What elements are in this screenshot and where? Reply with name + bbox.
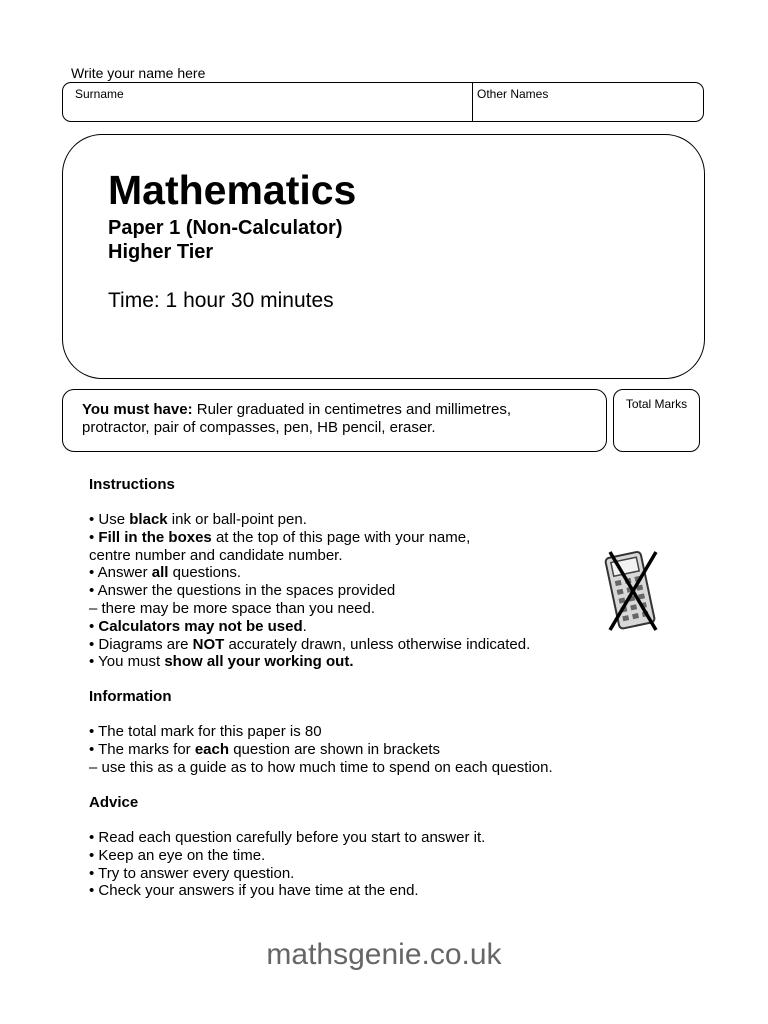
paper-name: Paper 1 (Non-Calculator) <box>108 217 343 239</box>
no-calculator-icon <box>600 548 662 632</box>
other-names-field[interactable]: Other Names <box>477 87 549 101</box>
paper-subtitle <box>108 216 342 264</box>
list-item: • The marks for each question are shown in brackets <box>89 740 440 758</box>
surname-field[interactable]: Surname <box>75 87 124 101</box>
advice-list <box>89 829 485 900</box>
list-item: • Use black ink or ball-point pen. <box>89 511 307 528</box>
list-item: • The total mark for this paper is 80 <box>89 723 322 740</box>
website-footer: mathsgenie.co.uk <box>266 938 502 971</box>
total-marks-label: Total Marks <box>625 397 688 411</box>
requirements-label: You must have: <box>82 401 193 418</box>
list-item: • Diagrams are NOT accurately drawn, unless otherwise indicated. <box>89 635 531 653</box>
write-name-label: Write your name here <box>71 65 206 81</box>
information-heading: Information <box>89 688 172 705</box>
tier-name: Higher Tier <box>108 241 214 263</box>
list-item: • Keep an eye on the time. <box>89 846 266 864</box>
list-item: • You must show all your working out. <box>89 653 354 671</box>
requirements-line-1: Ruler graduated in centimetres and millimetres, <box>192 401 512 418</box>
name-divider <box>472 83 473 121</box>
time-allowed: Time: 1 hour 30 minutes <box>108 289 334 312</box>
instructions-heading: Instructions <box>89 476 175 493</box>
list-item: • Calculators may not be used. <box>89 617 307 635</box>
requirements-line-2: protractor, pair of compasses, pen, HB pencil, eraser. <box>82 419 436 436</box>
total-marks-box <box>613 389 700 452</box>
requirements-box <box>62 389 607 452</box>
list-item-continued: centre number and candidate number. <box>89 546 343 564</box>
advice-heading: Advice <box>89 794 139 811</box>
list-item: • Answer the questions in the spaces provided <box>89 582 396 600</box>
page-title: Mathematics <box>108 167 357 213</box>
list-item: • Try to answer every question. <box>89 864 295 882</box>
information-list <box>89 723 553 776</box>
list-item: • Answer all questions. <box>89 564 242 582</box>
list-item: • Fill in the boxes at the top of this page with your name, <box>89 528 471 546</box>
list-item: • Read each question carefully before you start to answer it. <box>89 829 486 846</box>
list-item: • Check your answers if you have time at the end. <box>89 882 419 900</box>
list-item-continued: – use this as a guide as to how much time to spend on each question. <box>89 758 553 776</box>
name-box <box>62 82 704 122</box>
list-item-continued: – there may be more space than you need. <box>89 599 376 617</box>
instructions-list <box>89 511 530 671</box>
